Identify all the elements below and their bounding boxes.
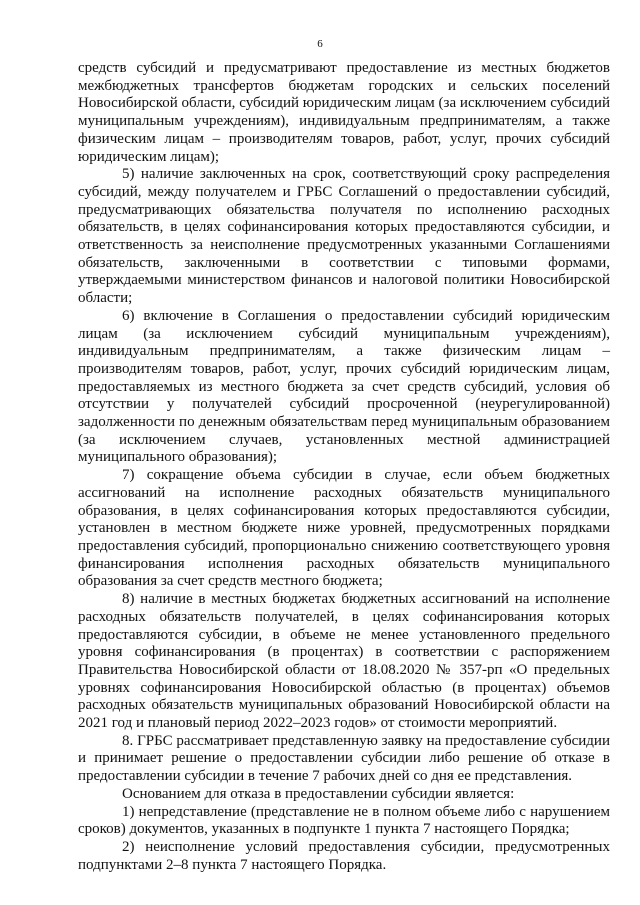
page-number: 6 xyxy=(317,38,323,50)
paragraph-item-8: 8) наличие в местных бюджетах бюджетных ассигнований на исполнение расходных обязательств получателей, в целях софинансирования которых предоставляются субсидии, в объеме не менее установленного предельного уровня софинансирования (в процентах) в соответствии с распоряжением Правительства Новосибирской области от 18.08.2020 № 357-рп «О предельных уровнях софинансирования Новосибирской областью (в процентах) объемов расходных обязательств муниципальных образований Новосибирской области на 2021 год и плановый период 2022–2023 годов» от стоимости мероприятий. xyxy=(78,591,610,732)
paragraph-section-8: 8. ГРБС рассматривает представленную заявку на предоставление субсидии и принимает решение о предоставлении субсидии либо решение об отказе в предоставлении субсидии в течение 7 рабочих дней со дня ее представления. xyxy=(78,732,610,785)
paragraph-refusal-2: 2) неисполнение условий предоставления субсидии, предусмотренных подпунктами 2–8 пункта 7 настоящего Порядка. xyxy=(78,838,610,873)
paragraph-continuation: средств субсидий и предусматривают предоставление из местных бюджетов межбюджетных трансфертов бюджетам городских и сельских поселений Новосибирской области, субсидий юридическим лицам (за исключением субсидий муниципальным учреждениям), индивидуальным предпринимателям, а также физическим лицам – производителям товаров, работ, услуг, прочих субсидий юридическим лицам); xyxy=(78,60,610,165)
paragraph-item-5: 5) наличие заключенных на срок, соответствующий сроку распределения субсидий, между получателем и ГРБС Соглашений о предоставлении субсидий, предусматривающих обязательства получателя по исполнению расходных обязательств, в целях софинансирования которых предоставляются субсидии, и ответственность за неисполнение предусмотренных указанными Соглашениями обязательств, заключенными в соответствии с типовыми формами, утверждаемыми министерством финансов и налоговой политики Новосибирской области; xyxy=(78,166,610,307)
paragraph-item-6: 6) включение в Соглашения о предоставлении субсидий юридическим лицам (за исключением субсидий муниципальным учреждениям), индивидуальным предпринимателям, а также физическим лицам – производителям товаров, работ, услуг, прочих субсидий юридическим лицам, предоставляемых из местного бюджета за счет средств субсидий, условия об отсутствии у получателей субсидий просроченной (неурегулированной) задолженности по денежным обязательствам перед муниципальным образованием (за исключением случаев, установленных местной администрацией муниципального образования); xyxy=(78,307,610,466)
paragraph-item-7: 7) сокращение объема субсидии в случае, если объем бюджетных ассигнований на исполнение расходных обязательств муниципального образования, в целях софинансирования которых предоставляются субсидии, установлен в местном бюджете ниже уровней, предусмотренных порядками предоставления субсидий, пропорционально снижению соответствующего уровня финансирования исполнения расходных обязательств муниципального образования за счет средств местного бюджета; xyxy=(78,467,610,590)
document-body xyxy=(78,60,610,874)
paragraph-refusal-1: 1) непредставление (представление не в полном объеме либо с нарушением сроков) документов, указанных в подпункте 1 пункта 7 настоящего Порядка; xyxy=(78,803,610,838)
paragraph-refusal-grounds: Основанием для отказа в предоставлении субсидии является: xyxy=(122,785,515,802)
